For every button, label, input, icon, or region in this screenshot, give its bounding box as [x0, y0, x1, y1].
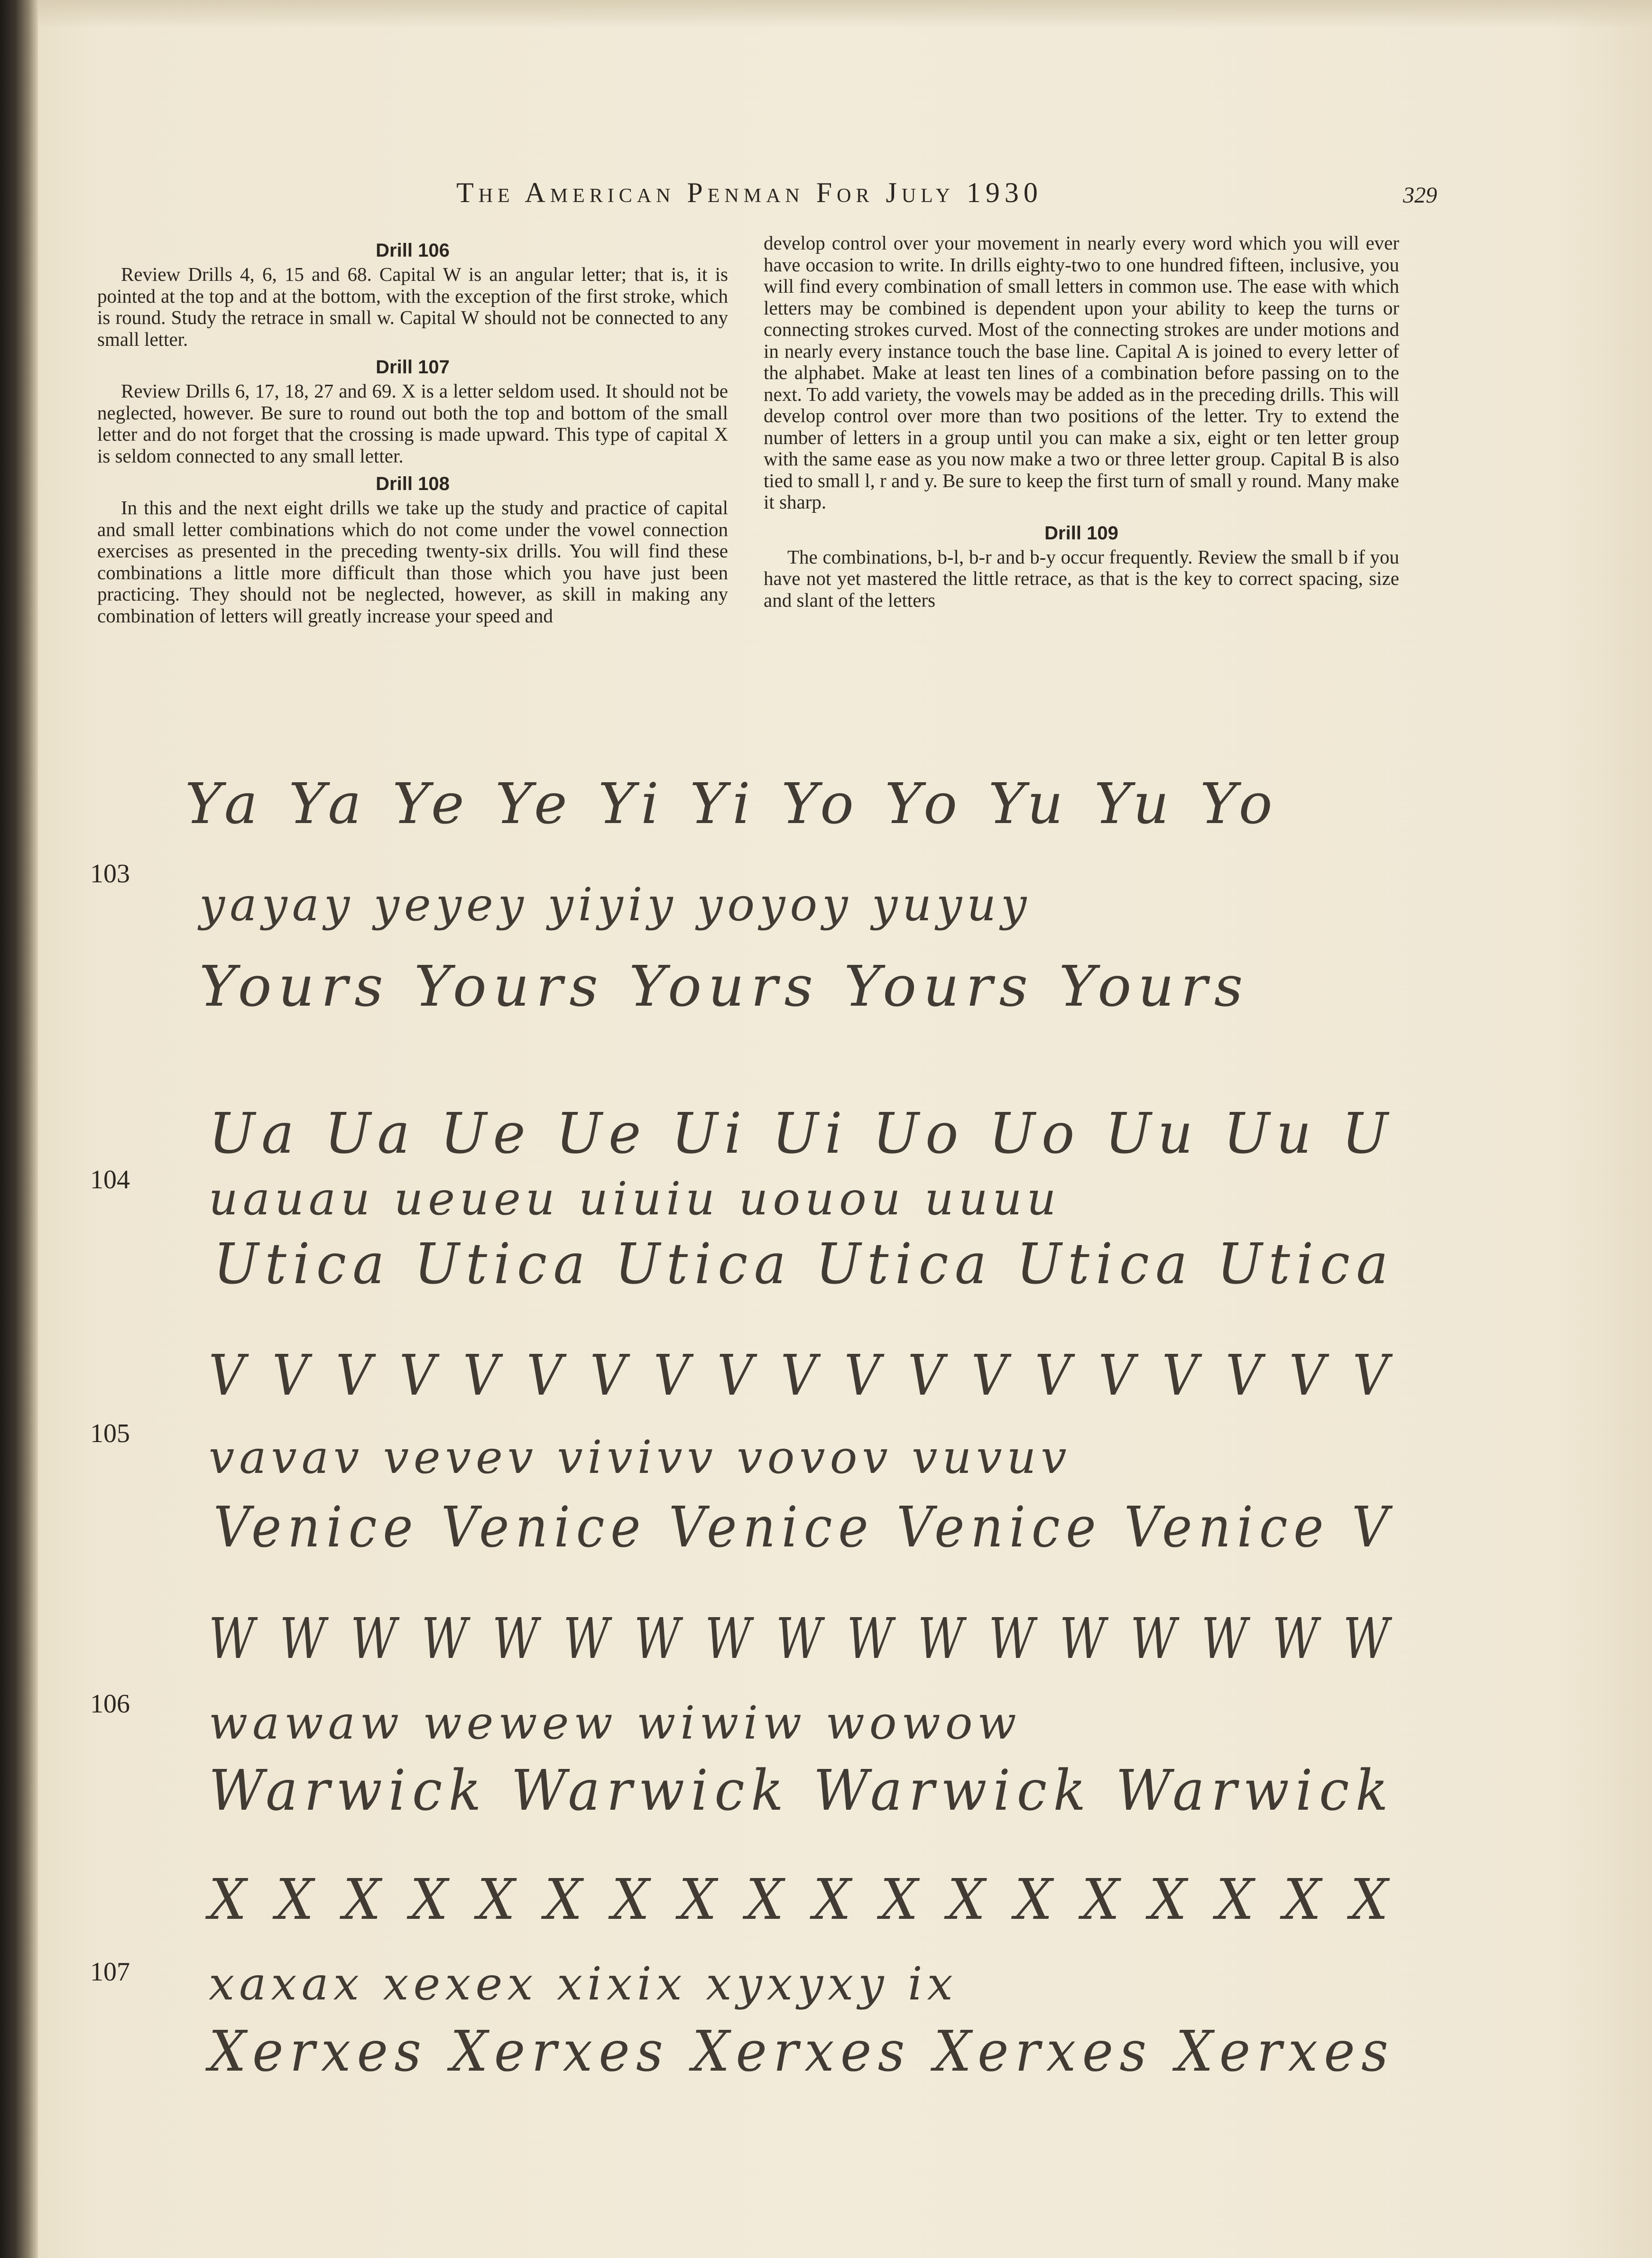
drill-heading: Drill 108 — [376, 473, 450, 494]
drill-number: 106 — [90, 1689, 130, 1719]
script-line — [180, 1852, 1404, 1933]
drill-paragraph: In this and the next eight drills we take up the study and practice of capital and small letter combinations which do not come under the vowel connection exercises as presented in the preceding twenty-six drills. You will find these combinations a little more difficult than those which you have just been practicing. They should not be neglected, however, as skill in making any combination of letters will greatly increase your speed and — [97, 497, 728, 627]
script-text: Ya Ya Ye Ye Yi Yi Yo Yo Yu Yu Yo — [185, 771, 1279, 836]
drill-heading: Drill 106 — [376, 240, 450, 261]
script-text: Utica Utica Utica Utica Utica Utica — [213, 1231, 1394, 1296]
script-text: yayay yeyey yiyiy yoyoy yuyuy — [199, 878, 1032, 931]
running-title: The American Penman For July 1930 — [456, 177, 1043, 208]
drill-number: 107 — [90, 1957, 130, 1987]
drill-number: 105 — [90, 1419, 130, 1448]
script-line — [180, 1743, 1404, 1824]
drill-paragraph: The combinations, b-l, b-r and b-y occur frequently. Review the small b if you have not yet mastered the little retrace, as that is the key to correct spacing, size and slant of the letters — [764, 546, 1399, 611]
script-text: xaxax xexex xixix xyxyxy ix — [209, 1957, 958, 2010]
drill-paragraph: Review Drills 4, 6, 15 and 68. Capital W is an angular letter; that is, it is pointed at the top and at the bottom, with the exception of the first stroke, which is round. Study the retrace in small w. Capital W should not be connected to any small letter. — [97, 263, 728, 350]
script-text: wawaw wewew wiwiw wowow — [209, 1696, 1021, 1749]
right-text-column — [764, 232, 1399, 611]
script-text: vavav vevev vivivv vovov vuvuv — [209, 1431, 1071, 1484]
script-line — [180, 2004, 1404, 2085]
page-edge-shadow — [38, 0, 1652, 28]
script-text: Venice Venice Venice Venice Venice V — [213, 1494, 1394, 1560]
script-text: W W W W W W W W W W W W W W W W W — [209, 1606, 1394, 1671]
drill-heading: Drill 107 — [376, 357, 450, 378]
script-line — [180, 949, 1404, 1029]
script-text: V V V V V V V V V V V V V V V V V V V — [209, 1342, 1394, 1408]
left-text-column — [97, 237, 728, 627]
script-text: uauau ueueu uiuiu uouou uuuu — [209, 1172, 1061, 1225]
drill-paragraph: Review Drills 6, 17, 18, 27 and 69. X is a letter seldom used. It should not be neglected, however. Be sure to round out both the top and bottom of the small letter and do not forget that the crossing is made upward. This type of capital X is seldom connected to any small letter. — [97, 380, 728, 467]
script-line — [180, 1219, 1404, 1300]
script-text: X X X X X X X X X X X X X X X X X X — [205, 1867, 1394, 1932]
drill-number: 103 — [90, 859, 130, 888]
script-line — [180, 1328, 1404, 1409]
script-line — [180, 1482, 1404, 1563]
drill-heading: Drill 109 — [1044, 522, 1118, 544]
continued-paragraph: develop control over your movement in nearly every word which you will ever have occasion to write. In drills eighty-two to one hundred fifteen, inclusive, you will find every combination of small letters in common use. The ease with which letters may be combined is dependent upon your ability to keep the turns or connecting strokes curved. Most of the connecting strokes are under motions and in nearly every instance touch the base line. Capital A is joined to every letter of the alphabet. Make at least ten lines of a combination before passing on to the next. To add variety, the vowels may be added as in the preceding drills. This will develop control over more than two positions of the letter. Try to extend the number of letters in a group until you can make a six, eight or ten letter group with the same ease as you now make a two or three letter group. Capital B is also tied to small l, r and y. Be sure to keep the first turn of small y round. Many make it sharp. — [764, 232, 1399, 513]
script-line — [180, 1592, 1404, 1672]
script-text: Ua Ua Ue Ue Ui Ui Uo Uo Uu Uu U — [209, 1101, 1394, 1166]
script-text: Yours Yours Yours Yours Yours — [199, 953, 1250, 1019]
book-spine-shadow — [0, 0, 38, 2258]
script-line — [180, 868, 1404, 949]
page-number: 329 — [1403, 183, 1437, 208]
script-text: Warwick Warwick Warwick Warwick — [209, 1758, 1394, 1823]
script-line — [180, 1086, 1404, 1167]
script-line — [180, 759, 1404, 840]
script-text: Xerxes Xerxes Xerxes Xerxes Xerxes — [205, 2018, 1394, 2084]
drill-number: 104 — [90, 1165, 130, 1194]
